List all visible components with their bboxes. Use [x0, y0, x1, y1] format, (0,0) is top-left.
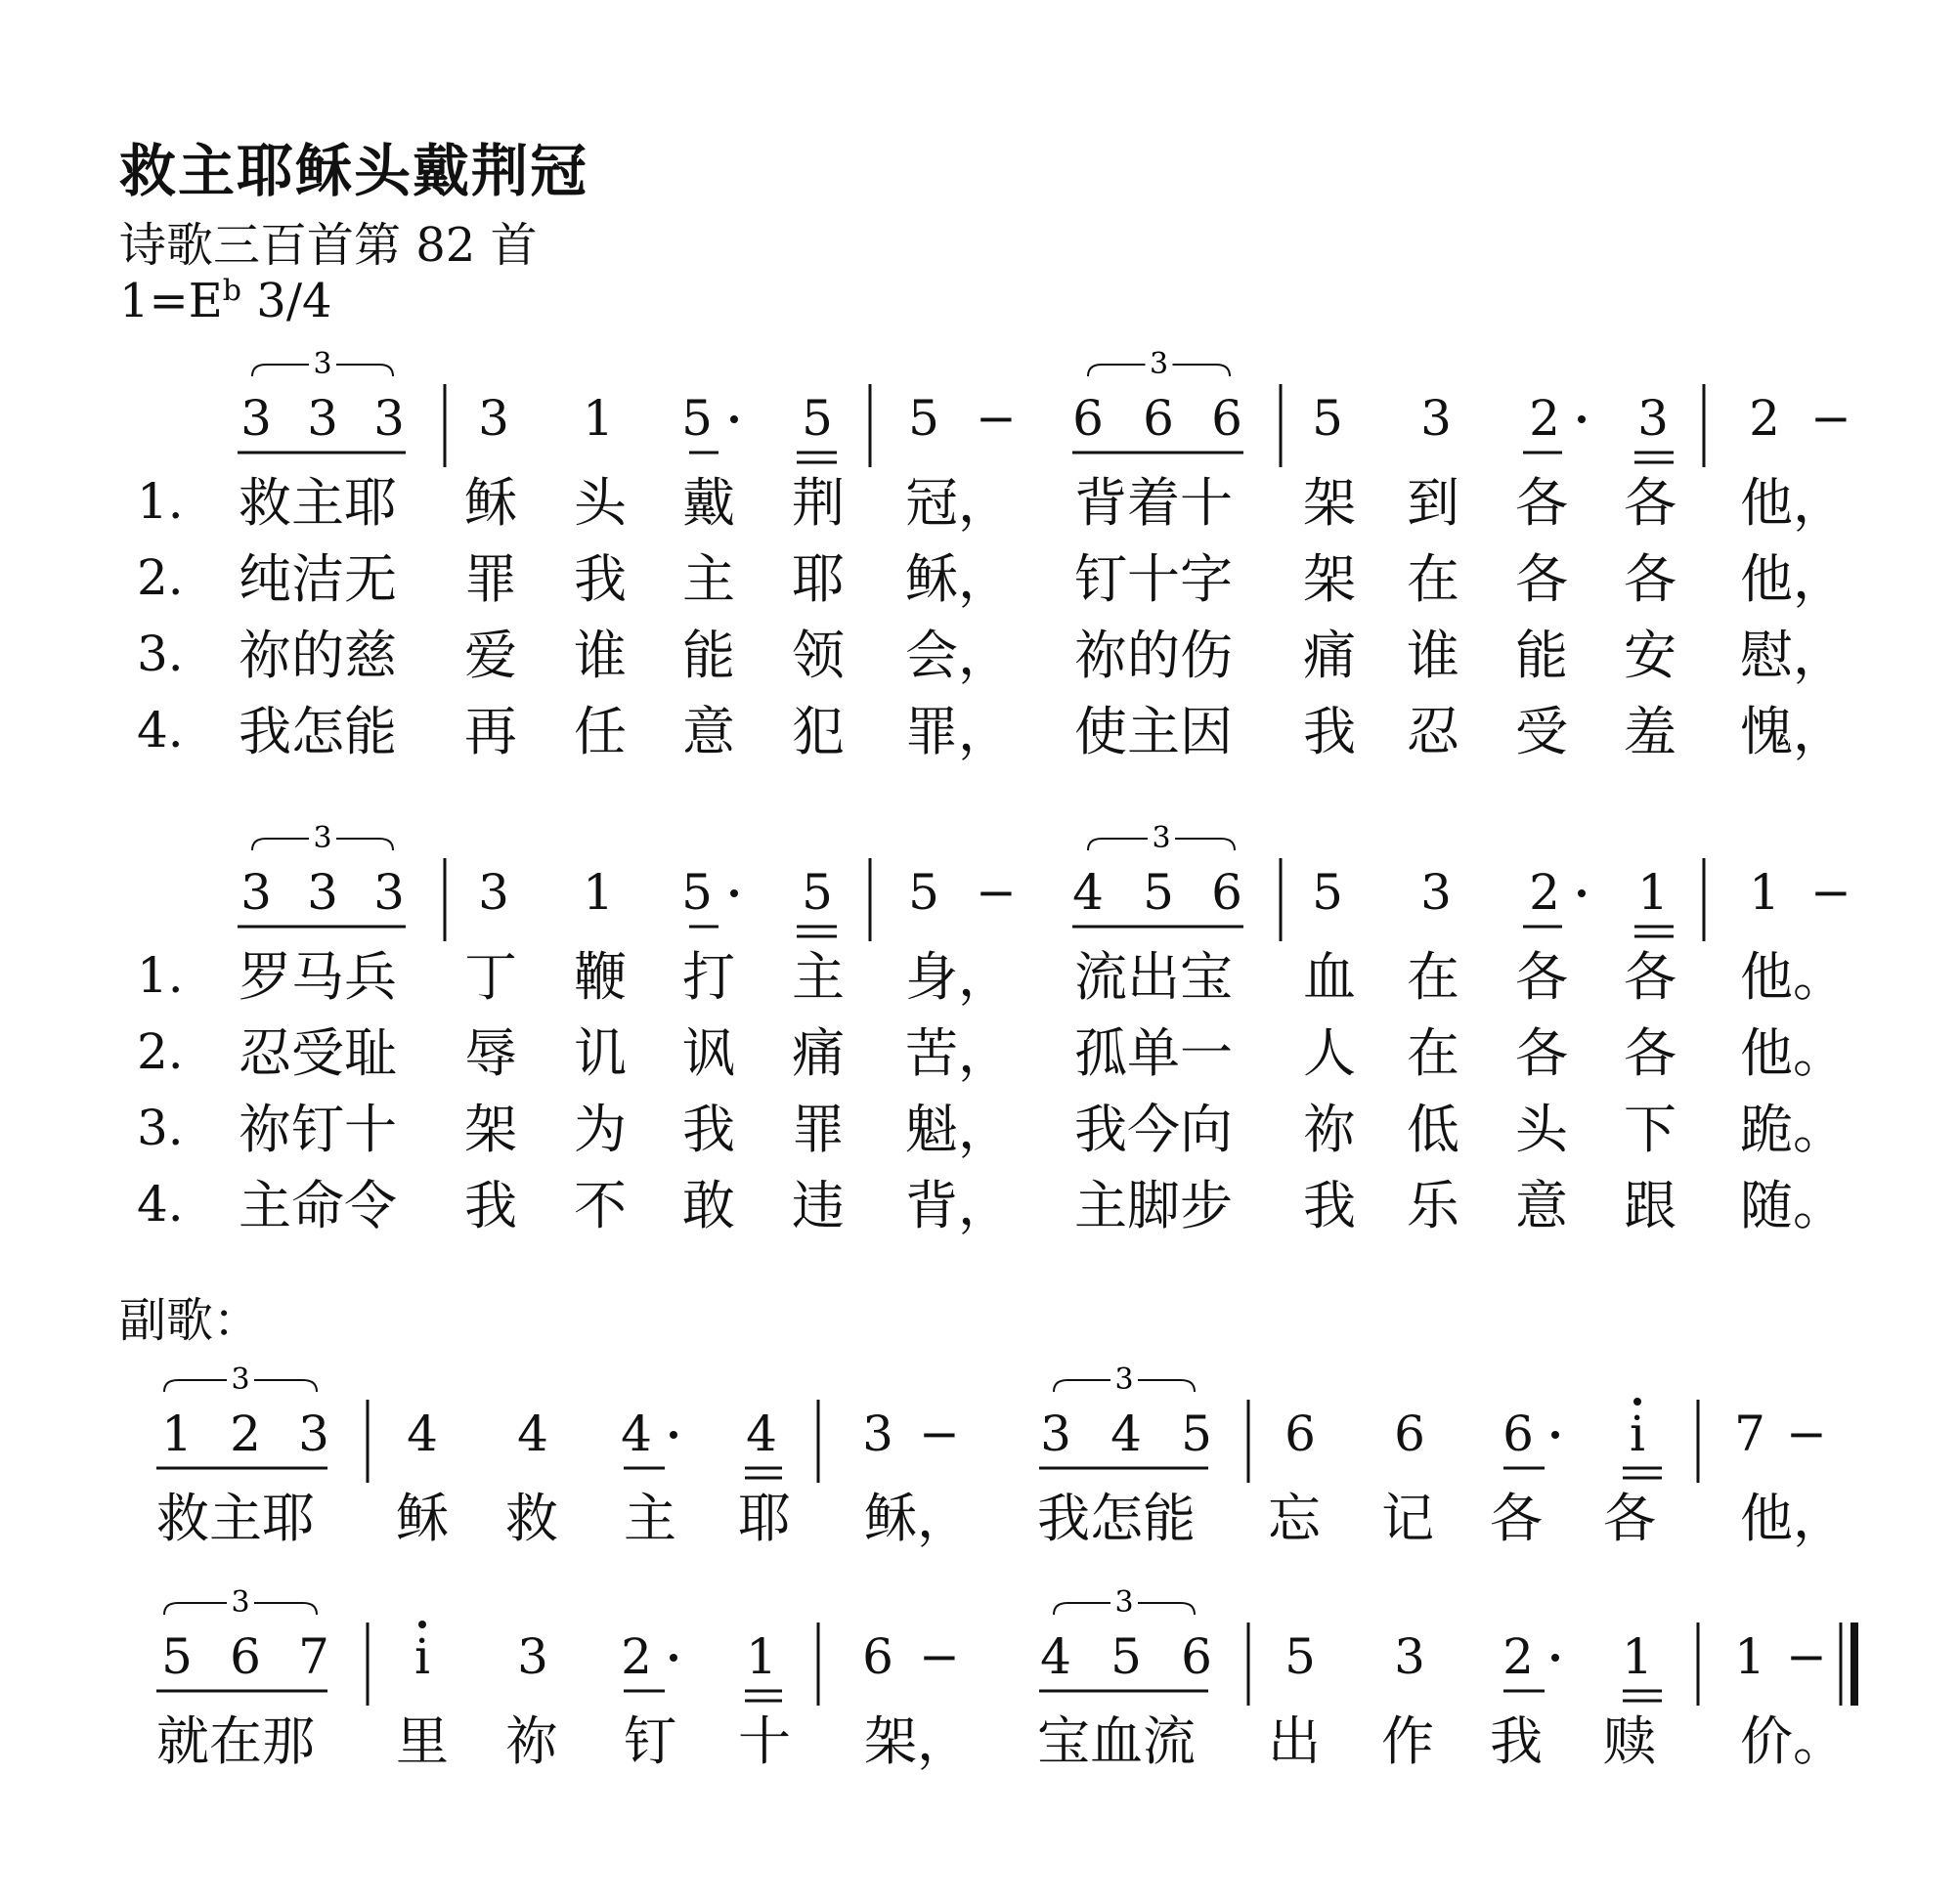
lyric-syllable: 我怎能 — [239, 701, 397, 762]
jianpu-note: 2 — [621, 1628, 652, 1685]
lyric-syllable: 架 — [1303, 548, 1356, 610]
jianpu-note: 5 — [1284, 1628, 1316, 1685]
jianpu-note: 6 — [230, 1628, 261, 1685]
lyric-syllable: 辱 — [464, 1022, 517, 1084]
lyric-syllable: 架 — [464, 1099, 517, 1160]
lyric-syllable: 荆 — [792, 472, 845, 534]
lyric-syllable: 稣， — [905, 548, 1011, 610]
lyric-syllable: 跪。 — [1740, 1099, 1846, 1160]
lyric-syllable: 主 — [624, 1488, 676, 1549]
lyric-syllable: 稣 — [464, 472, 517, 534]
lyric-syllable: 谁 — [1407, 625, 1459, 686]
jianpu-note: 5 — [908, 390, 939, 447]
lyric-syllable: 钉十字 — [1074, 548, 1233, 610]
verse-number: 1. — [137, 473, 184, 530]
lyric-syllable: 讥 — [574, 1022, 627, 1084]
triplet-number: 3 — [1114, 1363, 1134, 1397]
jianpu-note: 6 — [1181, 1628, 1212, 1685]
triplet-number: 3 — [1152, 821, 1171, 855]
lyric-syllable: 我 — [682, 1099, 735, 1160]
lyric-syllable: 痛 — [792, 1022, 845, 1084]
lyric-syllable: 跟 — [1624, 1175, 1676, 1236]
lyric-syllable: 羞 — [1624, 701, 1676, 762]
jianpu-note: 3 — [478, 864, 509, 921]
jianpu-note: 3 — [298, 1406, 329, 1462]
triplet-number: 3 — [313, 821, 332, 855]
lyric-syllable: 祢的慈 — [239, 625, 397, 686]
jianpu-note: 6 — [1284, 1406, 1316, 1462]
lyric-syllable: 使主因 — [1074, 701, 1233, 762]
lyric-syllable: 任 — [574, 701, 627, 762]
jianpu-note: 3 — [307, 390, 338, 447]
jianpu-note: 1 — [1622, 1628, 1653, 1685]
lyric-syllable: 罪 — [464, 548, 517, 610]
jianpu-note: 5 — [681, 390, 713, 447]
augmentation-dot — [1551, 1654, 1559, 1662]
song-title: 救主耶稣头戴荆冠 — [119, 138, 589, 204]
triplet-number: 3 — [1114, 1585, 1134, 1620]
lyric-syllable: 再 — [464, 701, 517, 762]
lyric-syllable: 祢钉十 — [239, 1099, 397, 1160]
jianpu-note: 3 — [862, 1406, 893, 1462]
lyric-syllable: 记 — [1381, 1488, 1434, 1549]
verse-number: 4. — [137, 702, 184, 758]
jianpu-note: 3 — [240, 390, 272, 447]
lyric-syllable: 血 — [1303, 946, 1356, 1008]
verse-number: 2. — [137, 1023, 184, 1080]
lyric-syllable: 到 — [1407, 472, 1459, 534]
sustain-dash: − — [1786, 1628, 1827, 1685]
lyric-syllable: 主 — [682, 548, 735, 610]
lyric-syllable: 愧， — [1740, 701, 1846, 762]
jianpu-note: 5 — [1312, 390, 1343, 447]
jianpu-note: 5 — [1110, 1628, 1142, 1685]
augmentation-dot — [1578, 415, 1586, 423]
lyric-syllable: 他， — [1740, 1488, 1846, 1549]
jianpu-note: 5 — [908, 864, 939, 921]
jianpu-note: i — [414, 1628, 430, 1685]
lyric-syllable: 冠， — [905, 472, 1011, 534]
lyric-syllable: 钉 — [624, 1710, 676, 1772]
jianpu-note: 4 — [517, 1406, 548, 1462]
lyric-syllable: 会， — [905, 625, 1011, 686]
triplet-number: 3 — [313, 347, 332, 381]
verse-number: 1. — [137, 947, 184, 1004]
jianpu-note: 1 — [1734, 1628, 1765, 1685]
lyric-syllable: 孤单一 — [1074, 1022, 1233, 1084]
lyric-syllable: 能 — [682, 625, 735, 686]
jianpu-note: 6 — [1072, 390, 1104, 447]
lyric-syllable: 随。 — [1740, 1175, 1846, 1236]
lyric-syllable: 架， — [864, 1710, 970, 1772]
jianpu-note: 1 — [161, 1406, 193, 1462]
jianpu-note: 2 — [1749, 390, 1780, 447]
triplet-number: 3 — [231, 1585, 250, 1620]
jianpu-note: 3 — [517, 1628, 548, 1685]
sustain-dash: − — [976, 390, 1017, 447]
jianpu-note: 6 — [1394, 1406, 1425, 1462]
augmentation-dot — [670, 1431, 677, 1439]
lyric-syllable: 祢 — [1303, 1099, 1356, 1160]
jianpu-note: 4 — [1072, 864, 1104, 921]
lyric-syllable: 耶 — [738, 1488, 791, 1549]
verse-number: 4. — [137, 1176, 184, 1233]
lyric-syllable: 各 — [1490, 1488, 1543, 1549]
jianpu-note: 3 — [240, 864, 272, 921]
sustain-dash: − — [1786, 1406, 1827, 1462]
jianpu-note: 3 — [478, 390, 509, 447]
lyric-syllable: 在 — [1407, 548, 1459, 610]
lyric-syllable: 忘 — [1268, 1488, 1321, 1549]
jianpu-note: 6 — [1502, 1406, 1534, 1462]
jianpu-note: 7 — [298, 1628, 329, 1685]
jianpu-note: 5 — [1181, 1406, 1212, 1462]
lyric-syllable: 讽 — [682, 1022, 735, 1084]
sustain-dash: − — [1810, 390, 1851, 447]
lyric-syllable: 主 — [792, 946, 845, 1008]
jianpu-note: 3 — [1420, 864, 1452, 921]
lyric-syllable: 他。 — [1740, 946, 1846, 1008]
time-signature: 3/4 — [256, 274, 332, 328]
jianpu-note: 1 — [583, 864, 614, 921]
jianpu-note: 6 — [1211, 864, 1242, 921]
lyric-syllable: 不 — [574, 1175, 627, 1236]
jianpu-note: 1 — [583, 390, 614, 447]
jianpu-note: 3 — [307, 864, 338, 921]
jianpu-note: 5 — [1312, 864, 1343, 921]
lyric-syllable: 十 — [738, 1710, 791, 1772]
lyric-syllable: 赎 — [1603, 1710, 1656, 1772]
sustain-dash: − — [976, 864, 1017, 921]
lyric-syllable: 丁 — [464, 946, 517, 1008]
lyric-syllable: 纯洁无 — [239, 548, 397, 610]
lyric-syllable: 忍 — [1407, 701, 1459, 762]
jianpu-note: 3 — [373, 390, 405, 447]
lyric-syllable: 流出宝 — [1074, 946, 1233, 1008]
lyric-syllable: 背着十 — [1074, 472, 1233, 534]
lyric-syllable: 我 — [1303, 1175, 1356, 1236]
jianpu-note: 3 — [1637, 390, 1669, 447]
lyric-syllable: 出 — [1268, 1710, 1321, 1772]
lyric-syllable: 头 — [574, 472, 627, 534]
jianpu-note: 6 — [1211, 390, 1242, 447]
jianpu-note: 2 — [1502, 1628, 1534, 1685]
lyric-syllable: 意 — [1515, 1175, 1568, 1236]
lyric-syllable: 主命令 — [239, 1175, 397, 1236]
lyric-syllable: 苦， — [905, 1022, 1011, 1084]
jianpu-note: 5 — [161, 1628, 193, 1685]
verse-number: 3. — [137, 626, 184, 682]
jianpu-note: 6 — [1143, 390, 1174, 447]
verse-number: 3. — [137, 1100, 184, 1156]
lyric-syllable: 鞭 — [574, 946, 627, 1008]
lyric-syllable: 稣 — [396, 1488, 449, 1549]
lyric-syllable: 犯 — [792, 701, 845, 762]
lyric-syllable: 受 — [1515, 701, 1568, 762]
lyric-syllable: 我 — [1303, 701, 1356, 762]
lyric-syllable: 敢 — [682, 1175, 735, 1236]
jianpu-note: 7 — [1734, 1406, 1765, 1462]
jianpu-note: 2 — [1529, 390, 1560, 447]
jianpu-note: 4 — [407, 1406, 438, 1462]
jianpu-note: 3 — [373, 864, 405, 921]
lyric-syllable: 领 — [792, 625, 845, 686]
augmentation-dot — [730, 889, 738, 897]
lyric-syllable: 为 — [574, 1099, 627, 1160]
triplet-number: 3 — [231, 1363, 250, 1397]
lyric-syllable: 违 — [792, 1175, 845, 1236]
lyric-syllable: 头 — [1515, 1099, 1568, 1160]
lyric-syllable: 我 — [1490, 1710, 1543, 1772]
sustain-dash: − — [919, 1406, 960, 1462]
lyric-syllable: 人 — [1303, 1022, 1356, 1084]
lyric-syllable: 主脚步 — [1074, 1175, 1233, 1236]
lyric-syllable: 我今向 — [1074, 1099, 1233, 1160]
lyric-syllable: 他， — [1740, 472, 1846, 534]
lyric-syllable: 我怎能 — [1037, 1488, 1196, 1549]
jianpu-note: 1 — [746, 1628, 777, 1685]
lyric-syllable: 各 — [1624, 1022, 1676, 1084]
key-name: 1=E — [119, 274, 223, 328]
lyric-syllable: 各 — [1515, 1022, 1568, 1084]
jianpu-note: 5 — [681, 864, 713, 921]
jianpu-note: 2 — [230, 1406, 261, 1462]
lyric-syllable: 救主耶 — [239, 472, 397, 534]
octave-dot — [1633, 1398, 1641, 1406]
jianpu-note: 5 — [1143, 864, 1174, 921]
lyric-syllable: 意 — [682, 701, 735, 762]
sustain-dash: − — [919, 1628, 960, 1685]
lyric-syllable: 下 — [1624, 1099, 1676, 1160]
jianpu-note: 1 — [1749, 864, 1780, 921]
lyric-syllable: 各 — [1624, 472, 1676, 534]
lyric-syllable: 谁 — [574, 625, 627, 686]
lyric-syllable: 救主耶 — [156, 1488, 315, 1549]
lyric-syllable: 我 — [464, 1175, 517, 1236]
lyric-syllable: 安 — [1624, 625, 1676, 686]
augmentation-dot — [730, 415, 738, 423]
lyric-syllable: 各 — [1624, 548, 1676, 610]
lyric-syllable: 罗马兵 — [239, 946, 397, 1008]
lyric-syllable: 身， — [905, 946, 1011, 1008]
lyric-syllable: 稣， — [864, 1488, 970, 1549]
lyric-syllable: 他， — [1740, 548, 1846, 610]
augmentation-dot — [1551, 1431, 1559, 1439]
lyric-syllable: 乐 — [1407, 1175, 1459, 1236]
sustain-dash: − — [1810, 864, 1851, 921]
lyric-syllable: 慰， — [1740, 625, 1846, 686]
lyric-syllable: 各 — [1515, 946, 1568, 1008]
jianpu-note: 4 — [1040, 1628, 1071, 1685]
lyric-syllable: 祢的伤 — [1074, 625, 1233, 686]
flat-sign: b — [222, 274, 242, 308]
jianpu-note: 3 — [1394, 1628, 1425, 1685]
jianpu-note: 4 — [746, 1406, 777, 1462]
lyric-syllable: 我 — [574, 548, 627, 610]
jianpu-note: 3 — [1040, 1406, 1071, 1462]
lyric-syllable: 各 — [1624, 946, 1676, 1008]
lyric-syllable: 魁， — [905, 1099, 1011, 1160]
chorus-label: 副歌： — [119, 1293, 261, 1348]
lyric-syllable: 罪， — [905, 701, 1011, 762]
lyric-syllable: 祢 — [505, 1710, 558, 1772]
lyric-syllable: 宝血流 — [1037, 1710, 1196, 1772]
lyric-syllable: 他。 — [1740, 1022, 1846, 1084]
octave-dot — [418, 1621, 426, 1628]
lyric-syllable: 架 — [1303, 472, 1356, 534]
augmentation-dot — [670, 1654, 677, 1662]
lyric-syllable: 痛 — [1303, 625, 1356, 686]
lyric-syllable: 各 — [1603, 1488, 1656, 1549]
lyric-syllable: 爱 — [464, 625, 517, 686]
lyric-syllable: 戴 — [682, 472, 735, 534]
lyric-syllable: 背， — [905, 1175, 1011, 1236]
verse-number: 2. — [137, 549, 184, 606]
lyric-syllable: 各 — [1515, 548, 1568, 610]
lyric-syllable: 各 — [1515, 472, 1568, 534]
jianpu-note: 1 — [1637, 864, 1669, 921]
lyric-syllable: 里 — [396, 1710, 449, 1772]
lyric-syllable: 低 — [1407, 1099, 1459, 1160]
hymnal-reference: 诗歌三百首第 82 首 — [119, 218, 538, 273]
lyric-syllable: 耶 — [792, 548, 845, 610]
lyric-syllable: 在 — [1407, 1022, 1459, 1084]
jianpu-note: 2 — [1529, 864, 1560, 921]
jianpu-note: 3 — [1420, 390, 1452, 447]
lyric-syllable: 能 — [1515, 625, 1568, 686]
lyric-syllable: 罪 — [792, 1099, 845, 1160]
lyric-syllable: 忍受耻 — [239, 1022, 397, 1084]
lyric-syllable: 就在那 — [156, 1710, 315, 1772]
jianpu-note: 6 — [862, 1628, 893, 1685]
lyric-syllable: 作 — [1381, 1710, 1434, 1772]
jianpu-note: 4 — [1110, 1406, 1142, 1462]
augmentation-dot — [1578, 889, 1586, 897]
lyric-syllable: 价。 — [1740, 1710, 1846, 1772]
jianpu-note: 5 — [802, 390, 833, 447]
jianpu-note: 4 — [621, 1406, 652, 1462]
lyric-syllable: 在 — [1407, 946, 1459, 1008]
lyric-syllable: 打 — [682, 946, 735, 1008]
triplet-number: 3 — [1149, 347, 1169, 381]
jianpu-note: 5 — [802, 864, 833, 921]
lyric-syllable: 救 — [505, 1488, 558, 1549]
jianpu-note: i — [1630, 1406, 1645, 1462]
